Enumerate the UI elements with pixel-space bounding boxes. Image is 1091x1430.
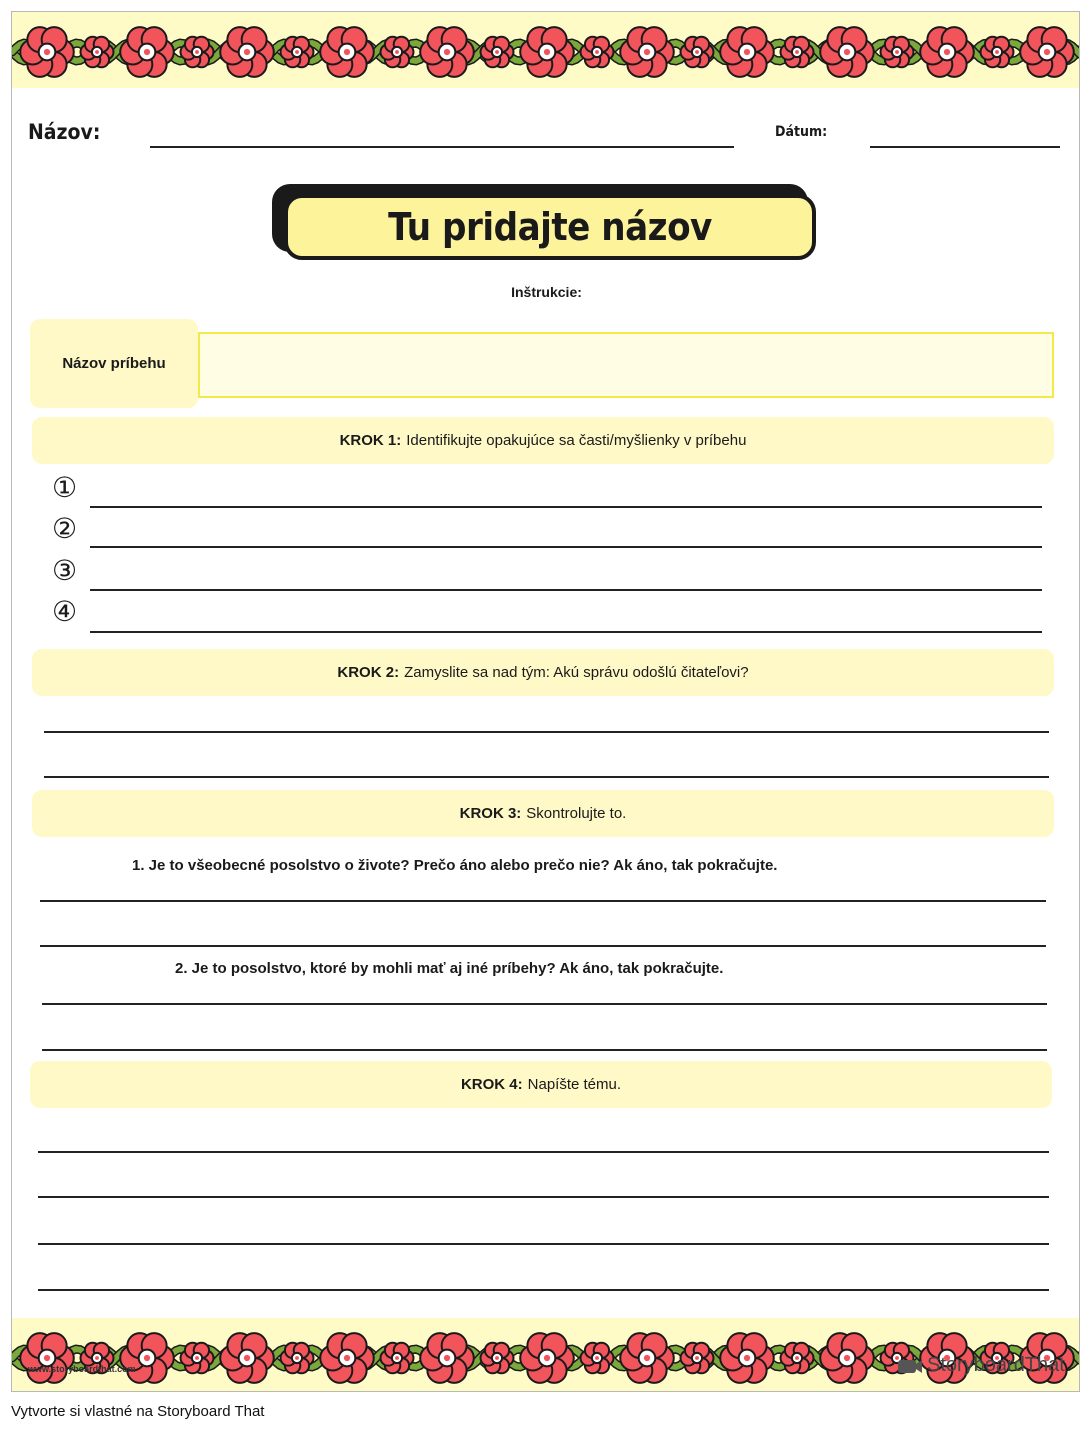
step-4-line-4[interactable] [38, 1289, 1049, 1291]
step-1-number-1: ① [52, 471, 78, 504]
name-line[interactable] [150, 146, 734, 148]
step-4-text: Napíšte tému. [527, 1076, 622, 1093]
story-title-label-box [30, 319, 198, 408]
flower-icon [620, 27, 674, 77]
step-1-prefix: KROK 1: [339, 432, 402, 449]
title-box[interactable] [284, 194, 816, 260]
flower-icon [981, 37, 1014, 68]
flower-icon [220, 27, 274, 77]
flower-icon [420, 27, 474, 77]
flower-icon [320, 1333, 374, 1383]
step-3-q2-line-1[interactable] [42, 1003, 1047, 1005]
story-title-field[interactable] [198, 332, 1054, 398]
flower-icon [581, 1343, 614, 1374]
flower-icon [520, 1333, 574, 1383]
flower-icon [181, 37, 214, 68]
step-3-text: Skontrolujte to. [526, 805, 627, 822]
flower-icon [281, 1343, 314, 1374]
flower-icon [481, 1343, 514, 1374]
flower-icon [381, 1343, 414, 1374]
date-line[interactable] [870, 146, 1060, 148]
step-3-question-1: 1. Je to všeobecné posolstvo o živote? Prečo áno alebo prečo nie? Ak áno, tak pokračujte. [132, 857, 778, 874]
story-title-label: Názov príbehu [62, 355, 166, 372]
step-1-line-4[interactable] [90, 631, 1042, 633]
flower-icon [20, 27, 74, 77]
flower-icon [120, 27, 174, 77]
step-1-bar [32, 417, 1054, 464]
flower-icon [420, 1333, 474, 1383]
flower-icon [281, 37, 314, 68]
step-3-prefix: KROK 3: [459, 805, 522, 822]
flower-icon [781, 37, 814, 68]
storyboardthat-logo[interactable] [897, 1354, 1065, 1377]
logo-text: StoryboardThat [927, 1354, 1065, 1376]
step-4-prefix: KROK 4: [460, 1076, 523, 1093]
page-title: Tu pridajte názov [388, 205, 712, 249]
worksheet [11, 11, 1080, 1392]
step-3-q1-line-2[interactable] [40, 945, 1046, 947]
flower-icon [20, 1333, 74, 1383]
flower-icon [481, 37, 514, 68]
step-2-line-2[interactable] [44, 776, 1049, 778]
step-2-bar [32, 649, 1054, 696]
flower-icon [681, 1343, 714, 1374]
flower-icon [681, 37, 714, 68]
step-4-bar [30, 1061, 1052, 1108]
step-3-bar [32, 790, 1054, 837]
flower-icon [520, 27, 574, 77]
flower-icon [220, 1333, 274, 1383]
instructions-label: Inštrukcie: [511, 284, 582, 300]
step-1-line-1[interactable] [90, 506, 1042, 508]
step-1-line-3[interactable] [90, 589, 1042, 591]
step-3-q2-line-2[interactable] [42, 1049, 1047, 1051]
website-text[interactable]: www.storyboardthat.com [28, 1364, 136, 1374]
step-1-text: Identifikujte opakujúce sa časti/myšlienky v príbehu [406, 432, 747, 449]
flower-icon [120, 1333, 174, 1383]
step-4-line-1[interactable] [38, 1151, 1049, 1153]
step-3-q1-line-1[interactable] [40, 900, 1046, 902]
name-label: Názov: [28, 120, 101, 144]
title-banner [272, 184, 822, 266]
flower-icon [720, 27, 774, 77]
film-camera-icon [897, 1357, 923, 1375]
flower-icon [820, 27, 874, 77]
step-1-number-4: ④ [52, 595, 78, 628]
flower-icon [581, 37, 614, 68]
flower-icon [920, 27, 974, 77]
flower-icon [720, 1333, 774, 1383]
step-1-number-3: ③ [52, 554, 78, 587]
top-floral-border [12, 12, 1079, 88]
flower-icon [1020, 27, 1074, 77]
step-4-line-2[interactable] [38, 1196, 1049, 1198]
flower-icon [820, 1333, 874, 1383]
step-1-number-2: ② [52, 512, 78, 545]
flower-icon [881, 37, 914, 68]
date-label: Dátum: [775, 124, 828, 140]
step-1-line-2[interactable] [90, 546, 1042, 548]
step-2-text: Zamyslite sa nad tým: Akú správu odošlú čitateľovi? [404, 664, 749, 681]
flower-icon [781, 1343, 814, 1374]
step-2-line-1[interactable] [44, 731, 1049, 733]
vine-decoration-icon [12, 12, 1080, 88]
flower-icon [181, 1343, 214, 1374]
credit-text[interactable]: Vytvorte si vlastné na Storyboard That [11, 1403, 265, 1420]
step-3-question-2: 2. Je to posolstvo, ktoré by mohli mať aj iné príbehy? Ak áno, tak pokračujte. [175, 960, 724, 977]
flower-icon [381, 37, 414, 68]
flower-icon [620, 1333, 674, 1383]
step-2-prefix: KROK 2: [337, 664, 400, 681]
step-4-line-3[interactable] [38, 1243, 1049, 1245]
flower-icon [81, 37, 114, 68]
flower-icon [320, 27, 374, 77]
